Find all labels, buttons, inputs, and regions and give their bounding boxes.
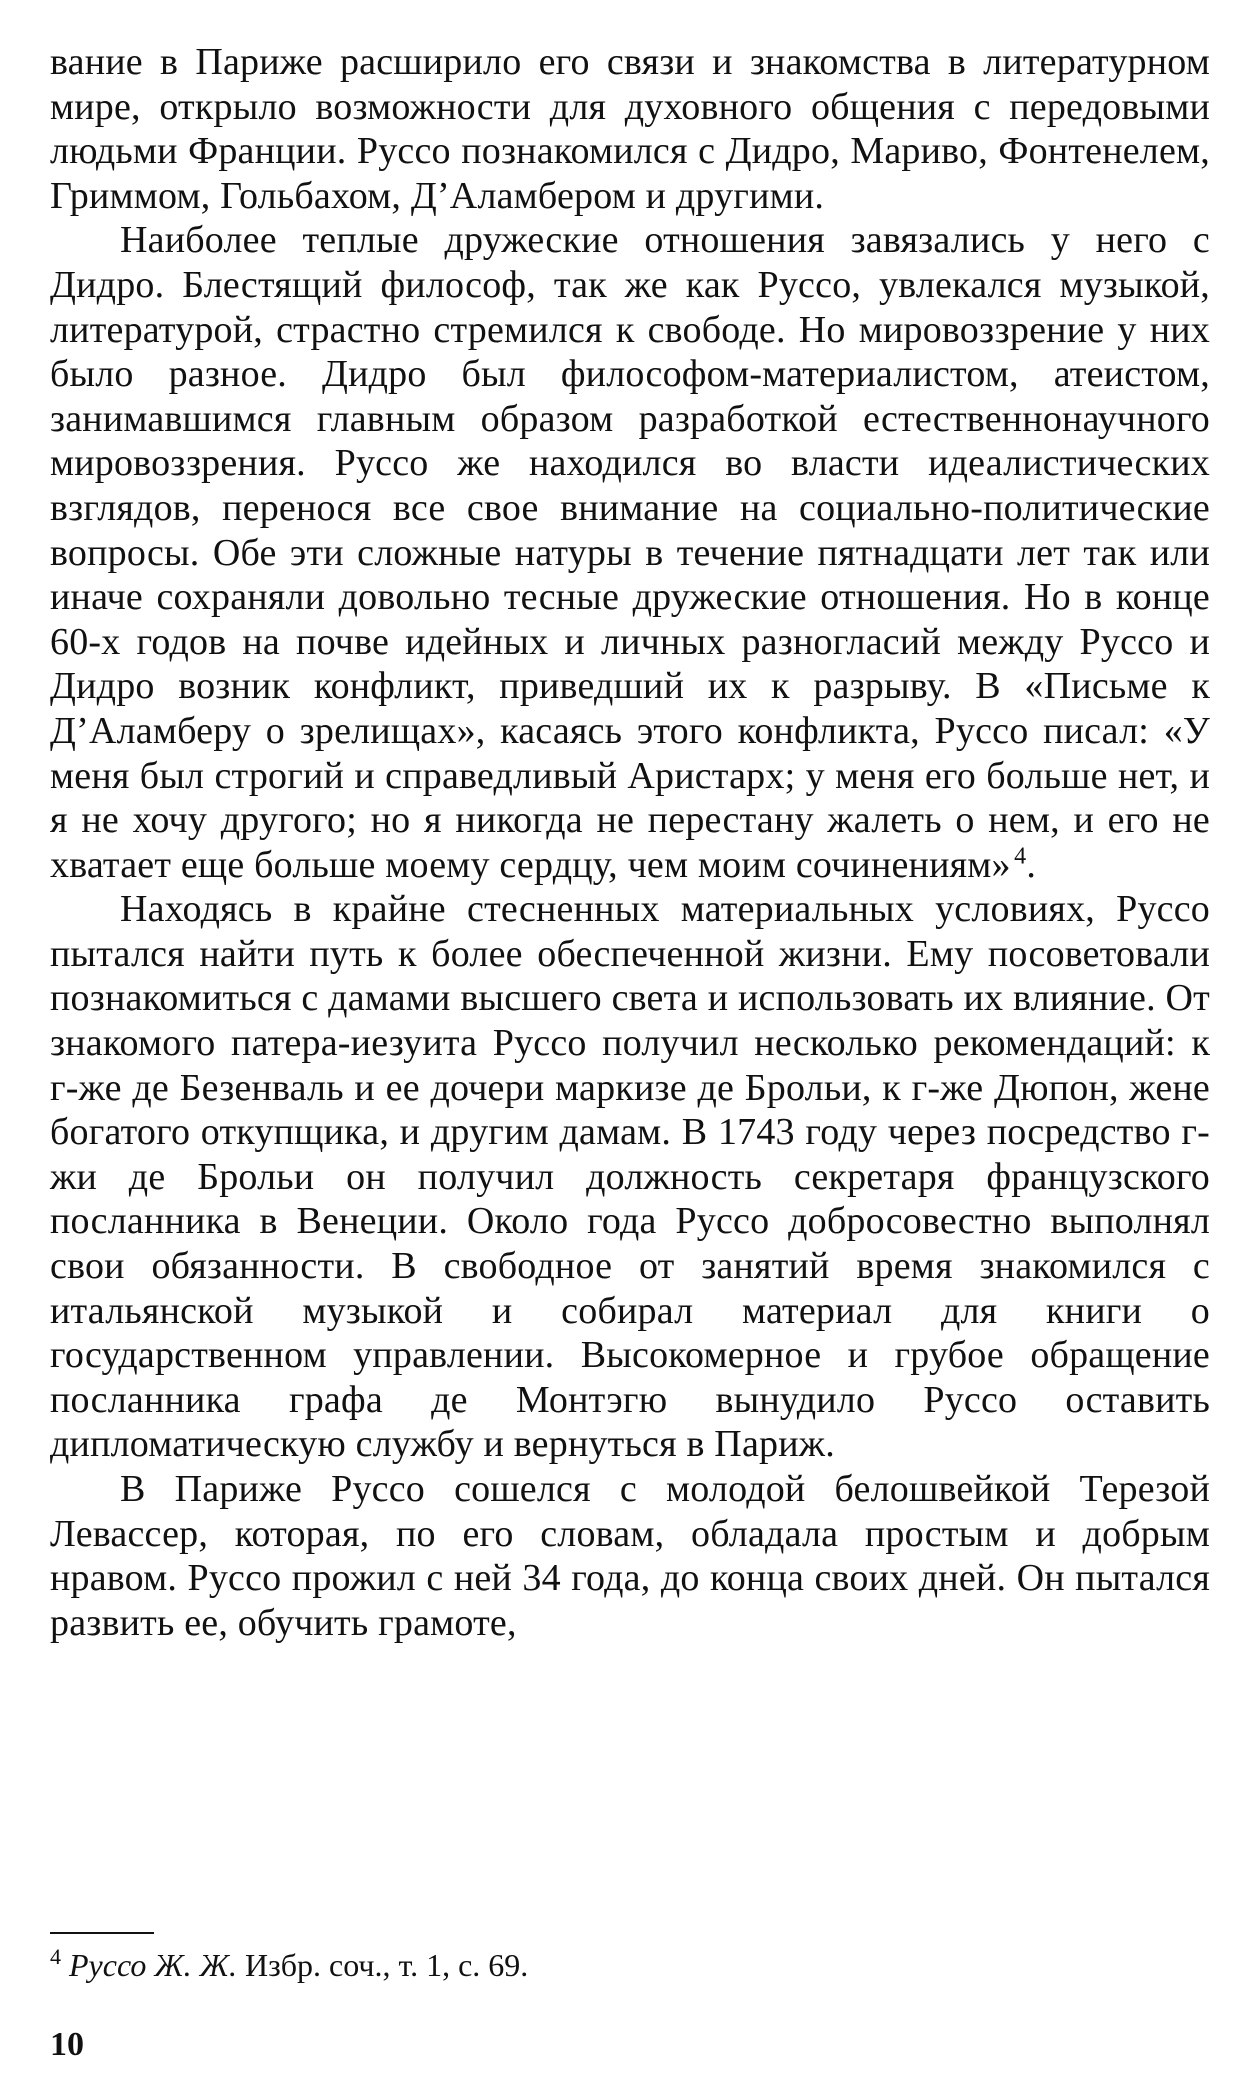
page-body xyxy=(50,40,1210,1645)
footnote-reference[interactable]: 4 xyxy=(1014,843,1027,870)
paragraph-1 xyxy=(50,40,1210,218)
footnote-mark: 4 xyxy=(50,1944,61,1970)
paragraph-3-text: Находясь в крайне стесненных материальных условиях, Руссо пытался найти путь к более обеспеченной жизни. Ему посоветовали познакомиться с дамами высшего света и использовать их влияние. От знакомого патера-иезуита Руссо получил несколько рекомендаций: к г-же де Безенваль и ее дочери маркизе де Брольи, к г-же Дюпон, жене богатого откупщика, и другим дамам. В 1743 году через посредство г-жи де Брольи он получил должность секретаря французского посланника в Венеции. Около года Руссо добросовестно выполнял свои обязанности. В свободное от занятий время знакомился с итальянской музыкой и собирал материал для книги о государственном управлении. Высокомерное и грубое обращение посланника графа де Монтэгю вынудило Руссо оставить дипломатическую службу и вернуться в Париж. xyxy=(50,888,1210,1466)
page-number: 10 xyxy=(50,2026,84,2063)
footnote-divider xyxy=(50,1932,154,1934)
footnote xyxy=(50,1945,1210,1985)
paragraph-4-text: В Париже Руссо сошелся с молодой белошвейкой Терезой Левассер, которая, по его словам, обладала простым и добрым нравом. Руссо прожил с ней 34 года, до конца своих дней. Он пытался развить ее, обучить грамоте, xyxy=(50,1468,1210,1644)
paragraph-2-tail: . xyxy=(1026,843,1037,886)
paragraph-1-text: вание в Париже расширило его связи и знакомства в литературном мире, открыло возможности для духовного общения с передовыми людьми Франции. Руссо познакомился с Дидро, Мариво, Фонтенелем, Гриммом, Гольбахом, Д’Аламбером и другими. xyxy=(50,41,1210,217)
paragraph-2-text: Наиболее теплые дружеские отношения завязались у него с Дидро. Блестящий философ, так же как Руссо, увлекался музыкой, литературой, страстно стремился к свободе. Но мировоззрение у них было разное. Дидро был философом-материалистом, атеистом, занимавшимся главным образом разработкой естественнонаучного мировоззрения. Руссо же находился во власти идеалистических взглядов, перенося все свое внимание на социально-политические вопросы. Обе эти сложные натуры в течение пятнадцати лет так или иначе сохраняли довольно тесные дружеские отношения. Но в конце 60-х годов на почве идейных и личных разногласий между Руссо и Дидро возник конфликт, приведший их к разрыву. В «Письме к Д’Аламберу о зрелищах», касаясь этого конфликта, Руссо писал: «У меня был строгий и справедливый Аристарх; у меня его больше нет, и я не хочу другого; но я никогда не перестану жалеть о нем, и его не хватает еще больше моему сердцу, чем моим сочинениям» xyxy=(50,219,1210,886)
paragraph-2 xyxy=(50,218,1210,887)
footnote-author: Руссо Ж. Ж. xyxy=(69,1947,237,1983)
footnote-text: Избр. соч., т. 1, с. 69. xyxy=(244,1947,529,1983)
paragraph-3 xyxy=(50,887,1210,1467)
paragraph-4 xyxy=(50,1467,1210,1645)
